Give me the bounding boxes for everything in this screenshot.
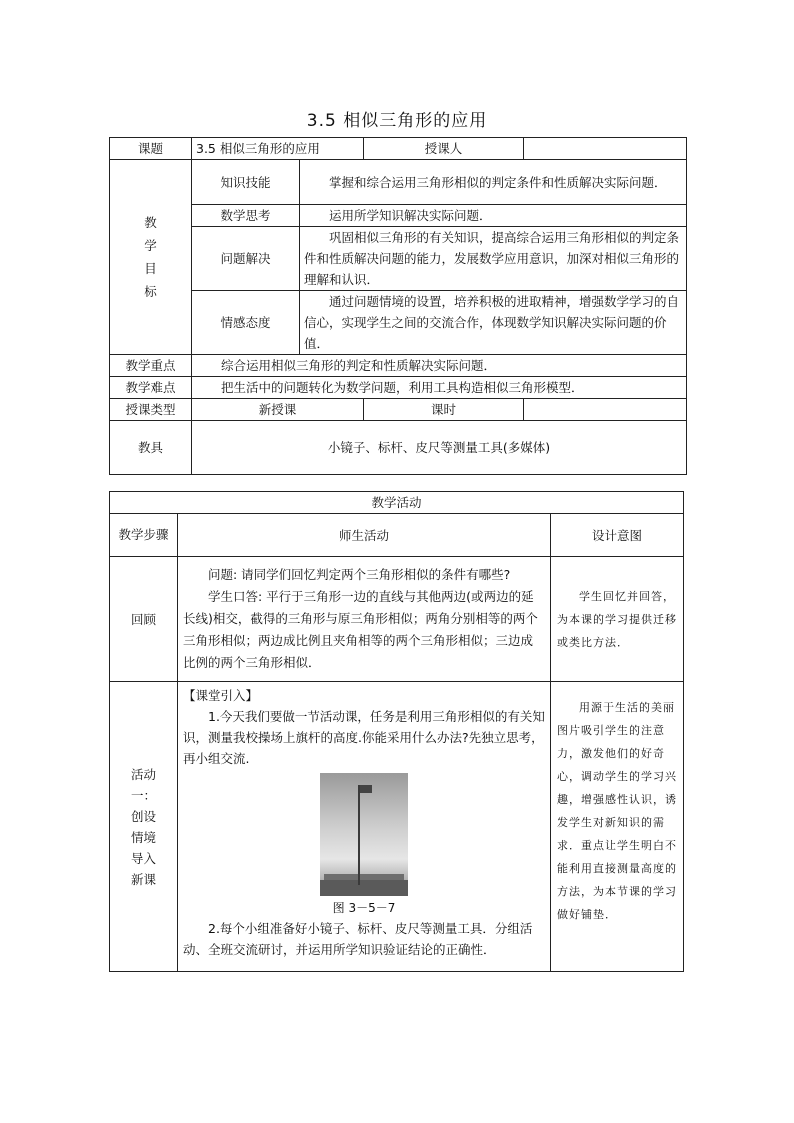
review-content <box>178 557 551 682</box>
step-activity-one: 活动 一： 创设 情境 导入 新课 <box>110 682 178 972</box>
teaching-activity-table <box>109 491 684 972</box>
teacher-value <box>524 138 687 160</box>
tools-value: 小镜子、标杆、皮尺等测量工具(多媒体) <box>192 421 687 475</box>
goal-text: 运用所学知识解决实际问题． <box>300 205 687 227</box>
tools-label: 教具 <box>110 421 192 475</box>
teacher-label: 授课人 <box>364 138 524 160</box>
lesson-info-table <box>109 137 687 475</box>
goal-row <box>110 227 687 291</box>
key-point-label: 教学重点 <box>110 355 192 377</box>
review-question: 问题: 请同学们回忆判定两个三角形相似的条件有哪些? <box>208 567 511 582</box>
intent-review: 学生回忆并回答，为本课的学习提供迁移或类比方法． <box>551 557 684 682</box>
lesson-type-row <box>110 399 687 421</box>
hours-label: 课时 <box>364 399 524 421</box>
goals-label: 教 学 目 标 <box>110 160 192 355</box>
review-row <box>110 557 684 682</box>
difficulty-label: 教学难点 <box>110 377 192 399</box>
topic-label: 课题 <box>110 138 192 160</box>
difficulty-text: 把生活中的问题转化为数学问题，利用工具构造相似三角形模型． <box>192 377 687 399</box>
step-review: 回顾 <box>110 557 178 682</box>
col-step-header: 教学步骤 <box>110 514 178 557</box>
difficulty-row <box>110 377 687 399</box>
goal-text: 巩固相似三角形的有关知识，提高综合运用三角形相似的判定条件和性质解决问题的能力，发展数学应用意识，加深对相似三角形的理解和认识． <box>300 227 687 291</box>
goal-row <box>110 160 687 205</box>
photo-ground <box>320 880 408 896</box>
key-point-row <box>110 355 687 377</box>
figure-caption: 图 3－5－7 <box>332 901 396 915</box>
activity-header-row <box>110 492 684 514</box>
activity-one-content <box>178 682 551 972</box>
lesson-type-label: 授课类型 <box>110 399 192 421</box>
flagpole-photo <box>320 773 408 896</box>
intent-activity-one: 用源于生活的美丽图片吸引学生的注意力，激发他们的好奇心，调动学生的学习兴趣，增强感性认识，诱发学生对新知识的需求．重点让学生明白不能利用直接测量高度的方法，为本节课的学习做好铺垫． <box>551 682 684 972</box>
col-intent-header: 设计意图 <box>551 514 684 557</box>
review-answer: 学生口答: 平行于三角形一边的直线与其他两边(或两边的延长线)相交，截得的三角形与原三角形相似；两角分别相等的两个三角形相似；两边成比例且夹角相等的两个三角形相似；三边成比例的两个三角形相似． <box>183 589 538 670</box>
goal-label: 情感态度 <box>192 291 300 355</box>
key-point-text: 综合运用相似三角形的判定和性质解决实际问题． <box>192 355 687 377</box>
tools-row <box>110 421 687 475</box>
flagpole <box>358 785 360 885</box>
goal-label: 问题解决 <box>192 227 300 291</box>
hours-value <box>524 399 687 421</box>
goal-row <box>110 291 687 355</box>
topic-row <box>110 138 687 160</box>
goal-text: 通过问题情境的设置，培养积极的进取精神，增强数学学习的自信心，实现学生之间的交流合作，体现数学知识解决实际问题的价值． <box>300 291 687 355</box>
goal-text: 掌握和综合运用三角形相似的判定条件和性质解决实际问题． <box>300 160 687 205</box>
task-paragraph: 2.每个小组准备好小镜子、标杆、皮尺等测量工具．分组活动、全班交流研讨，并运用所学知识验证结论的正确性． <box>183 921 533 957</box>
lesson-type-value: 新授课 <box>192 399 364 421</box>
activity-one-row <box>110 682 684 972</box>
col-teacher-header: 师生活动 <box>178 514 551 557</box>
section-heading: 【课堂引入】 <box>183 688 259 703</box>
page-title: 3.5 相似三角形的应用 <box>306 111 488 131</box>
goal-label: 数学思考 <box>192 205 300 227</box>
intro-paragraph: 1.今天我们要做一节活动课，任务是利用三角形相似的有关知识，测量我校操场上旗杆的高度.你能采用什么办法?先独立思考，再小组交流. <box>183 709 545 766</box>
goal-label: 知识技能 <box>192 160 300 205</box>
flag <box>360 785 372 793</box>
topic-value: 3.5 相似三角形的应用 <box>192 138 364 160</box>
column-header-row <box>110 514 684 557</box>
goal-row <box>110 205 687 227</box>
activity-header: 教学活动 <box>110 492 684 514</box>
